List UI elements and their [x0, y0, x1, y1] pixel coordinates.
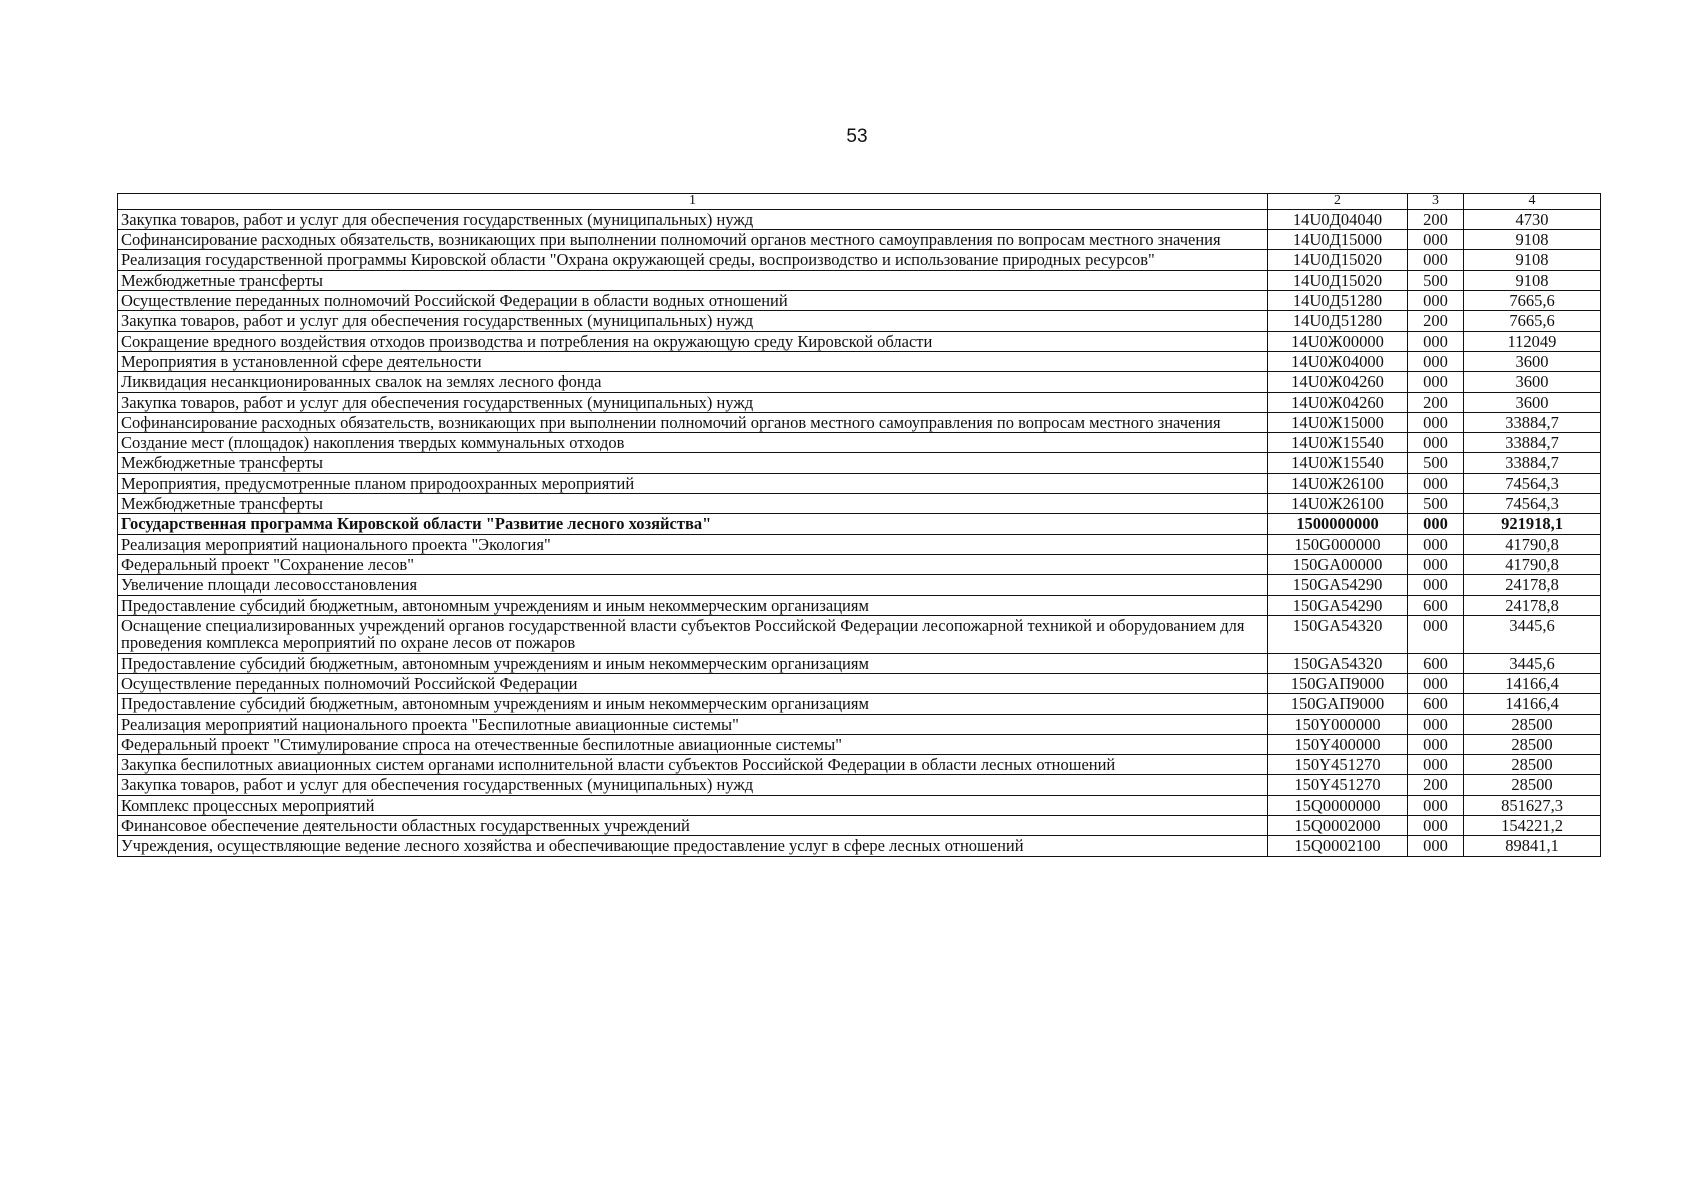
row-kind-cell: 000 [1408, 230, 1464, 250]
row-name-cell: Государственная программа Кировской области "Развитие лесного хозяйства" [118, 514, 1268, 534]
row-code-cell: 14U0Д15000 [1268, 230, 1408, 250]
row-kind-cell: 600 [1408, 595, 1464, 615]
row-amount-cell: 41790,8 [1464, 555, 1601, 575]
row-amount-cell: 3445,6 [1464, 653, 1601, 673]
row-code-cell: 14U0Д51280 [1268, 311, 1408, 331]
page-number: 53 [846, 126, 868, 147]
table-row [118, 311, 1601, 331]
row-name-cell: Реализация мероприятий национального проекта "Беспилотные авиационные системы" [118, 714, 1268, 734]
table-row [118, 392, 1601, 412]
row-amount-cell: 7665,6 [1464, 311, 1601, 331]
row-name-cell: Реализация мероприятий национального проекта "Экология" [118, 534, 1268, 554]
row-amount-cell: 3600 [1464, 351, 1601, 371]
row-name-cell: Комплекс процессных мероприятий [118, 795, 1268, 815]
row-name-cell: Сокращение вредного воздействия отходов производства и потребления на окружающую среду Кировской области [118, 331, 1268, 351]
row-code-cell: 150Y000000 [1268, 714, 1408, 734]
row-kind-cell: 500 [1408, 453, 1464, 473]
row-amount-cell: 33884,7 [1464, 453, 1601, 473]
row-code-cell: 150Y400000 [1268, 734, 1408, 754]
row-kind-cell: 000 [1408, 372, 1464, 392]
row-code-cell: 15Q0000000 [1268, 795, 1408, 815]
table-row [118, 595, 1601, 615]
row-kind-cell: 000 [1408, 473, 1464, 493]
table-row [118, 473, 1601, 493]
table-row [118, 534, 1601, 554]
row-amount-cell: 28500 [1464, 775, 1601, 795]
row-code-cell: 14U0Д04040 [1268, 209, 1408, 229]
row-kind-cell: 000 [1408, 555, 1464, 575]
row-kind-cell: 000 [1408, 673, 1464, 693]
table-row [118, 575, 1601, 595]
row-code-cell: 150GA54320 [1268, 615, 1408, 653]
row-name-cell: Увеличение площади лесовосстановления [118, 575, 1268, 595]
row-code-cell: 14U0Ж15000 [1268, 412, 1408, 432]
row-amount-cell: 112049 [1464, 331, 1601, 351]
row-kind-cell: 000 [1408, 575, 1464, 595]
table-row [118, 836, 1601, 856]
row-code-cell: 150GA54290 [1268, 575, 1408, 595]
row-kind-cell: 000 [1408, 836, 1464, 856]
row-name-cell: Ликвидация несанкционированных свалок на землях лесного фонда [118, 372, 1268, 392]
row-name-cell: Реализация государственной программы Кировской области "Охрана окружающей среды, воспроизводство и использование природных ресурсов" [118, 250, 1268, 270]
row-amount-cell: 24178,8 [1464, 575, 1601, 595]
table-row [118, 372, 1601, 392]
row-kind-cell: 000 [1408, 755, 1464, 775]
table-row [118, 209, 1601, 229]
row-code-cell: 14U0Д15020 [1268, 270, 1408, 290]
row-amount-cell: 3600 [1464, 392, 1601, 412]
table-row [118, 615, 1601, 653]
row-kind-cell: 000 [1408, 615, 1464, 653]
row-name-cell: Учреждения, осуществляющие ведение лесного хозяйства и обеспечивающие предоставление услуг в сфере лесных отношений [118, 836, 1268, 856]
row-kind-cell: 000 [1408, 816, 1464, 836]
row-amount-cell: 3445,6 [1464, 615, 1601, 653]
row-amount-cell: 3600 [1464, 372, 1601, 392]
table-row [118, 351, 1601, 371]
table-row [118, 250, 1601, 270]
row-code-cell: 15Q0002000 [1268, 816, 1408, 836]
row-code-cell: 150Y451270 [1268, 755, 1408, 775]
row-amount-cell: 28500 [1464, 734, 1601, 754]
row-kind-cell: 000 [1408, 514, 1464, 534]
row-name-cell: Осуществление переданных полномочий Российской Федерации в области водных отношений [118, 290, 1268, 310]
table-row [118, 453, 1601, 473]
row-kind-cell: 000 [1408, 250, 1464, 270]
row-kind-cell: 000 [1408, 433, 1464, 453]
header-col-2: 2 [1268, 194, 1408, 210]
row-code-cell: 14U0Ж15540 [1268, 433, 1408, 453]
row-kind-cell: 000 [1408, 795, 1464, 815]
table-row [118, 270, 1601, 290]
row-amount-cell: 154221,2 [1464, 816, 1601, 836]
row-amount-cell: 89841,1 [1464, 836, 1601, 856]
row-amount-cell: 921918,1 [1464, 514, 1601, 534]
row-amount-cell: 4730 [1464, 209, 1601, 229]
row-amount-cell: 33884,7 [1464, 433, 1601, 453]
row-amount-cell: 74564,3 [1464, 473, 1601, 493]
row-name-cell: Финансовое обеспечение деятельности областных государственных учреждений [118, 816, 1268, 836]
row-code-cell: 14U0Ж26100 [1268, 494, 1408, 514]
row-name-cell: Софинансирование расходных обязательств, возникающих при выполнении полномочий органов местного самоуправления по вопросам местного значения [118, 230, 1268, 250]
row-name-cell: Предоставление субсидий бюджетным, автономным учреждениям и иным некоммерческим организациям [118, 595, 1268, 615]
row-code-cell: 14U0Ж26100 [1268, 473, 1408, 493]
row-kind-cell: 500 [1408, 270, 1464, 290]
row-amount-cell: 33884,7 [1464, 412, 1601, 432]
row-code-cell: 150GAП9000 [1268, 694, 1408, 714]
header-col-1: 1 [118, 194, 1268, 210]
row-name-cell: Закупка товаров, работ и услуг для обеспечения государственных (муниципальных) нужд [118, 209, 1268, 229]
row-kind-cell: 200 [1408, 311, 1464, 331]
row-name-cell: Софинансирование расходных обязательств, возникающих при выполнении полномочий органов местного самоуправления по вопросам местного значения [118, 412, 1268, 432]
row-name-cell: Закупка товаров, работ и услуг для обеспечения государственных (муниципальных) нужд [118, 392, 1268, 412]
table-row [118, 714, 1601, 734]
row-name-cell: Межбюджетные трансферты [118, 270, 1268, 290]
row-kind-cell: 600 [1408, 653, 1464, 673]
table-row [118, 290, 1601, 310]
row-name-cell: Предоставление субсидий бюджетным, автономным учреждениям и иным некоммерческим организациям [118, 653, 1268, 673]
row-amount-cell: 14166,4 [1464, 694, 1601, 714]
row-name-cell: Осуществление переданных полномочий Российской Федерации [118, 673, 1268, 693]
row-code-cell: 150G000000 [1268, 534, 1408, 554]
row-amount-cell: 28500 [1464, 755, 1601, 775]
row-kind-cell: 200 [1408, 209, 1464, 229]
table-row [118, 514, 1601, 534]
table-row [118, 331, 1601, 351]
row-kind-cell: 200 [1408, 392, 1464, 412]
row-kind-cell: 500 [1408, 494, 1464, 514]
row-amount-cell: 7665,6 [1464, 290, 1601, 310]
table-header-row [118, 194, 1601, 210]
row-kind-cell: 000 [1408, 534, 1464, 554]
row-kind-cell: 600 [1408, 694, 1464, 714]
row-kind-cell: 000 [1408, 290, 1464, 310]
row-code-cell: 14U0Ж15540 [1268, 453, 1408, 473]
table-row [118, 795, 1601, 815]
row-code-cell: 14U0Ж04260 [1268, 372, 1408, 392]
table-row [118, 673, 1601, 693]
table-row [118, 433, 1601, 453]
row-name-cell: Закупка товаров, работ и услуг для обеспечения государственных (муниципальных) нужд [118, 311, 1268, 331]
table-row [118, 555, 1601, 575]
row-name-cell: Межбюджетные трансферты [118, 494, 1268, 514]
table-row [118, 494, 1601, 514]
row-code-cell: 1500000000 [1268, 514, 1408, 534]
row-name-cell: Межбюджетные трансферты [118, 453, 1268, 473]
row-code-cell: 15Q0002100 [1268, 836, 1408, 856]
row-amount-cell: 28500 [1464, 714, 1601, 734]
row-kind-cell: 000 [1408, 714, 1464, 734]
row-amount-cell: 9108 [1464, 250, 1601, 270]
row-amount-cell: 74564,3 [1464, 494, 1601, 514]
row-name-cell: Создание мест (площадок) накопления твердых коммунальных отходов [118, 433, 1268, 453]
row-name-cell: Закупка беспилотных авиационных систем органами исполнительной власти субъектов Российской Федерации в области лесных отношений [118, 755, 1268, 775]
row-code-cell: 150GA54290 [1268, 595, 1408, 615]
table-body [118, 209, 1601, 856]
table-row [118, 412, 1601, 432]
table-row [118, 734, 1601, 754]
row-kind-cell: 200 [1408, 775, 1464, 795]
table-row [118, 694, 1601, 714]
row-amount-cell: 14166,4 [1464, 673, 1601, 693]
row-name-cell: Мероприятия, предусмотренные планом природоохранных мероприятий [118, 473, 1268, 493]
row-code-cell: 14U0Ж04000 [1268, 351, 1408, 371]
row-amount-cell: 9108 [1464, 270, 1601, 290]
row-code-cell: 14U0Ж00000 [1268, 331, 1408, 351]
row-kind-cell: 000 [1408, 331, 1464, 351]
table-row [118, 816, 1601, 836]
table-row [118, 230, 1601, 250]
table-row [118, 775, 1601, 795]
row-name-cell: Закупка товаров, работ и услуг для обеспечения государственных (муниципальных) нужд [118, 775, 1268, 795]
header-col-4: 4 [1464, 194, 1601, 210]
row-name-cell: Предоставление субсидий бюджетным, автономным учреждениям и иным некоммерческим организациям [118, 694, 1268, 714]
row-amount-cell: 41790,8 [1464, 534, 1601, 554]
row-kind-cell: 000 [1408, 734, 1464, 754]
header-col-3: 3 [1408, 194, 1464, 210]
row-code-cell: 14U0Д51280 [1268, 290, 1408, 310]
row-code-cell: 14U0Ж04260 [1268, 392, 1408, 412]
row-name-cell: Федеральный проект "Стимулирование спроса на отечественные беспилотные авиационные системы" [118, 734, 1268, 754]
table-row [118, 653, 1601, 673]
row-code-cell: 150Y451270 [1268, 775, 1408, 795]
table-row [118, 755, 1601, 775]
budget-table [117, 193, 1601, 857]
row-name-cell: Федеральный проект "Сохранение лесов" [118, 555, 1268, 575]
row-name-cell: Оснащение специализированных учреждений органов государственной власти субъектов Российской Федерации лесопожарной техникой и оборудованием для проведения комплекса мероприятий по охране лесов от пожаров [118, 615, 1268, 653]
row-code-cell: 150GA54320 [1268, 653, 1408, 673]
row-amount-cell: 9108 [1464, 230, 1601, 250]
row-amount-cell: 24178,8 [1464, 595, 1601, 615]
row-code-cell: 150GA00000 [1268, 555, 1408, 575]
row-kind-cell: 000 [1408, 351, 1464, 371]
row-name-cell: Мероприятия в установленной сфере деятельности [118, 351, 1268, 371]
row-kind-cell: 000 [1408, 412, 1464, 432]
row-code-cell: 150GAП9000 [1268, 673, 1408, 693]
row-amount-cell: 851627,3 [1464, 795, 1601, 815]
row-code-cell: 14U0Д15020 [1268, 250, 1408, 270]
